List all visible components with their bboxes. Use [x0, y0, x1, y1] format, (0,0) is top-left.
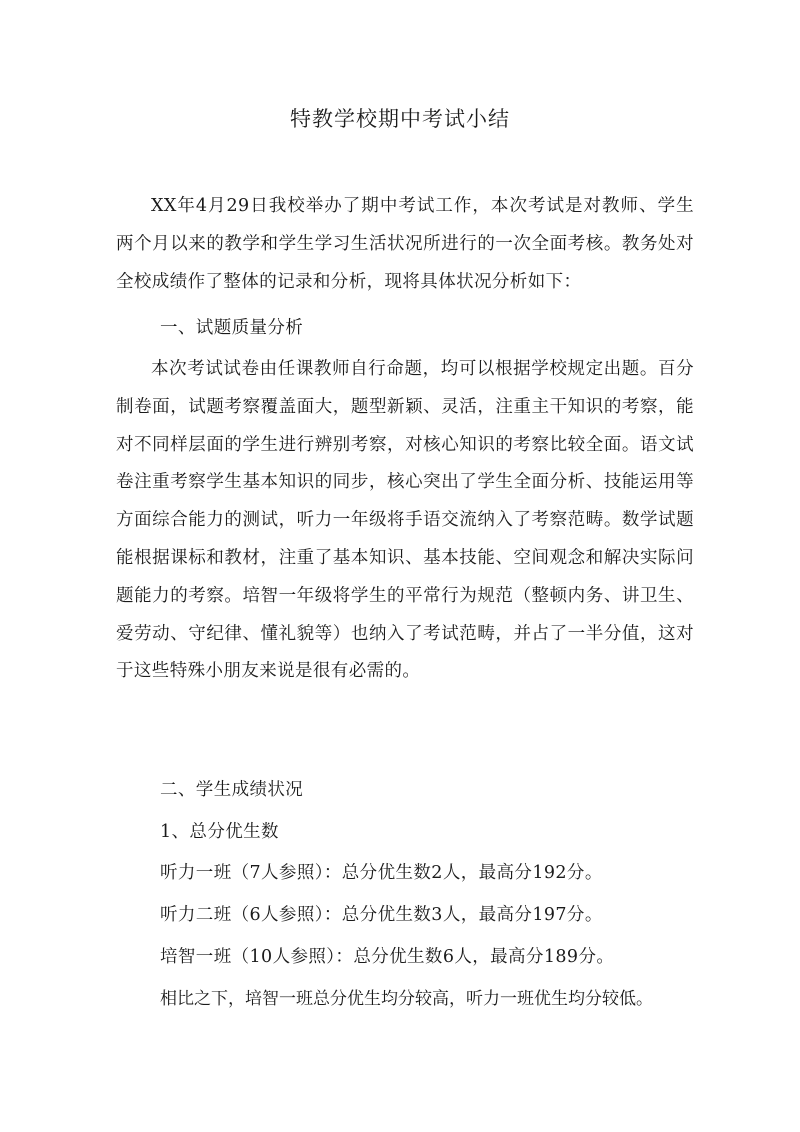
section-heading-scores: 二、学生成绩状况 [160, 780, 304, 800]
comparison-line: 相比之下，培智一班总分优生均分较高，听力一班优生均分较低。 [160, 989, 653, 1009]
intro-paragraph: XX年4月29日我校举办了期中考试工作，本次考试是对教师、学生两个月以来的教学和学生学习生活状况所进行的一次全面考核。教务处对全校成绩作了整体的记录和分析，现将具体状况分析如下： [116, 196, 694, 292]
document-title: 特教学校期中考试小结 [290, 107, 510, 131]
quality-analysis-paragraph: 本次考试试卷由任课教师自行命题，均可以根据学校规定出题。百分制卷面，试题考察覆盖面大，题型新颖、灵活，注重主干知识的考察，能对不同样层面的学生进行辨别考察，对核心知识的考察比较全面。语文试卷注重考察学生基本知识的同步，核心突出了学生全面分析、技能运用等方面综合能力的测试，听力一年级将手语交流纳入了考察范畴。数学试题能根据课标和教材，注重了基本知识、基本技能、空间观念和解决实际问题能力的考察。培智一年级将学生的平常行为规范（整顿内务、讲卫生、爱劳动、守纪律、懂礼貌等）也纳入了考试范畴，并占了一半分值，这对于这些特殊小朋友来说是很有必需的。 [116, 359, 694, 682]
section-heading-quality: 一、试题质量分析 [160, 318, 304, 338]
subsection-heading-top-students: 1、总分优生数 [160, 822, 279, 842]
class-line-hearing-2: 听力二班（6人参照）：总分优生数3人，最高分197分。 [160, 905, 603, 925]
class-line-intellect-1: 培智一班（10人参照）：总分优生数6人，最高分189分。 [160, 947, 615, 967]
class-line-hearing-1: 听力一班（7人参照）：总分优生数2人，最高分192分。 [160, 863, 603, 883]
